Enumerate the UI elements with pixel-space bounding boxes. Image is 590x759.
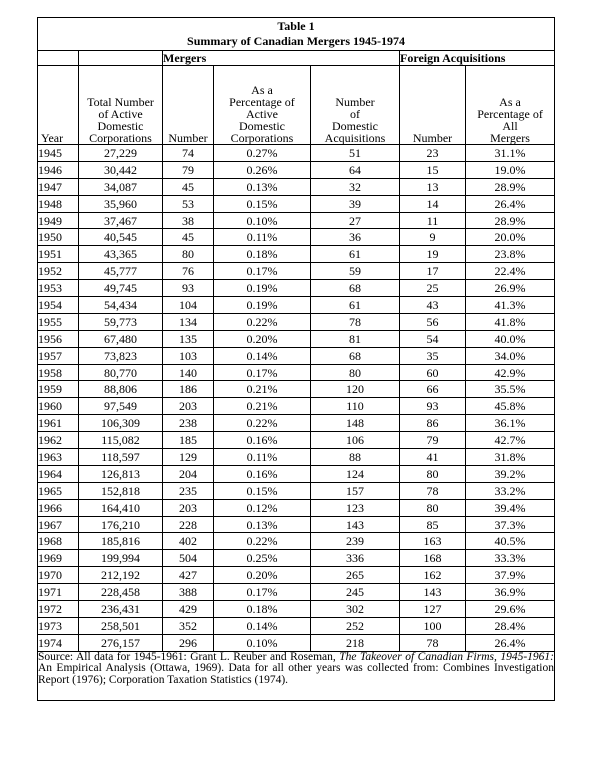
cell-foreign-number: 11 [400,212,466,229]
cell-year: 1951 [38,246,79,263]
cell-year: 1966 [38,499,79,516]
cell-merger-number: 203 [163,499,214,516]
cell-merger-number: 185 [163,432,214,449]
cell-foreign-number: 80 [400,465,466,482]
cell-foreign-number: 60 [400,364,466,381]
cell-foreign-number: 13 [400,178,466,195]
cell-total-active: 276,157 [79,634,163,651]
cell-total-active: 176,210 [79,516,163,533]
cell-pct-mergers: 34.0% [466,347,555,364]
cell-domestic-acq: 336 [311,550,400,567]
cell-total-active: 59,773 [79,313,163,330]
cell-pct-active: 0.19% [214,297,311,314]
cell-pct-mergers: 20.0% [466,229,555,246]
cell-pct-mergers: 26.4% [466,634,555,651]
cell-year: 1973 [38,617,79,634]
cell-pct-mergers: 36.9% [466,584,555,601]
cell-pct-mergers: 29.6% [466,601,555,618]
cell-year: 1974 [38,634,79,651]
cell-pct-active: 0.21% [214,381,311,398]
cell-year: 1955 [38,313,79,330]
cell-foreign-number: 15 [400,161,466,178]
table-row [38,161,555,178]
cell-domestic-acq: 110 [311,398,400,415]
cell-total-active: 115,082 [79,432,163,449]
cell-pct-active: 0.15% [214,482,311,499]
cell-pct-mergers: 36.1% [466,415,555,432]
cell-total-active: 30,442 [79,161,163,178]
cell-total-active: 118,597 [79,449,163,466]
cell-pct-active: 0.13% [214,178,311,195]
cell-total-active: 126,813 [79,465,163,482]
group-header-mergers: Mergers [163,51,400,66]
cell-year: 1970 [38,567,79,584]
cell-year: 1948 [38,195,79,212]
cell-year: 1952 [38,263,79,280]
group-spacer [38,51,79,66]
cell-total-active: 97,549 [79,398,163,415]
cell-total-active: 34,087 [79,178,163,195]
table-row [38,499,555,516]
table-row [38,634,555,651]
col-header-year: Year [38,66,79,145]
cell-year: 1954 [38,297,79,314]
cell-pct-active: 0.11% [214,229,311,246]
cell-domestic-acq: 218 [311,634,400,651]
cell-year: 1965 [38,482,79,499]
cell-foreign-number: 163 [400,533,466,550]
cell-domestic-acq: 51 [311,145,400,162]
cell-pct-active: 0.22% [214,533,311,550]
table-row [38,347,555,364]
cell-domestic-acq: 124 [311,465,400,482]
mergers-table [37,17,555,701]
cell-year: 1949 [38,212,79,229]
cell-foreign-number: 143 [400,584,466,601]
cell-domestic-acq: 120 [311,381,400,398]
cell-total-active: 258,501 [79,617,163,634]
cell-pct-active: 0.14% [214,347,311,364]
cell-total-active: 152,818 [79,482,163,499]
cell-pct-mergers: 39.2% [466,465,555,482]
cell-year: 1963 [38,449,79,466]
table-subtitle: Summary of Canadian Mergers 1945-1974 [187,34,405,48]
cell-domestic-acq: 27 [311,212,400,229]
cell-merger-number: 45 [163,178,214,195]
cell-total-active: 37,467 [79,212,163,229]
cell-merger-number: 504 [163,550,214,567]
cell-pct-mergers: 26.4% [466,195,555,212]
cell-pct-active: 0.16% [214,465,311,482]
cell-total-active: 228,458 [79,584,163,601]
cell-foreign-number: 17 [400,263,466,280]
cell-domestic-acq: 68 [311,347,400,364]
cell-total-active: 236,431 [79,601,163,618]
cell-year: 1959 [38,381,79,398]
cell-pct-active: 0.17% [214,364,311,381]
source-note: Source: All data for 1945-1961: Grant L. Reuber and Roseman, The Takeover of Canadian Firms, 1945-1961: An Empirical Analysis (Ottawa, 1969). Data for all other years was collected from: Combines Investigation Report (1976); Corporation Taxation Statistics (1974). [38,651,555,700]
cell-year: 1946 [38,161,79,178]
table-row [38,229,555,246]
cell-pct-active: 0.10% [214,634,311,651]
table-row [38,567,555,584]
cell-pct-active: 0.22% [214,313,311,330]
cell-pct-mergers: 33.2% [466,482,555,499]
cell-domestic-acq: 78 [311,313,400,330]
cell-total-active: 67,480 [79,330,163,347]
table-row [38,364,555,381]
cell-merger-number: 235 [163,482,214,499]
cell-foreign-number: 41 [400,449,466,466]
cell-total-active: 164,410 [79,499,163,516]
cell-total-active: 54,434 [79,297,163,314]
table-row [38,465,555,482]
table-row [38,550,555,567]
cell-merger-number: 104 [163,297,214,314]
cell-total-active: 45,777 [79,263,163,280]
cell-foreign-number: 14 [400,195,466,212]
cell-merger-number: 388 [163,584,214,601]
table-row [38,246,555,263]
cell-foreign-number: 56 [400,313,466,330]
table-row [38,381,555,398]
cell-total-active: 40,545 [79,229,163,246]
cell-total-active: 73,823 [79,347,163,364]
cell-pct-active: 0.17% [214,584,311,601]
cell-pct-mergers: 39.4% [466,499,555,516]
cell-pct-active: 0.10% [214,212,311,229]
cell-merger-number: 74 [163,145,214,162]
cell-pct-mergers: 31.1% [466,145,555,162]
table-row [38,516,555,533]
cell-year: 1958 [38,364,79,381]
cell-pct-active: 0.18% [214,246,311,263]
cell-domestic-acq: 157 [311,482,400,499]
cell-merger-number: 228 [163,516,214,533]
table-row [38,195,555,212]
cell-pct-active: 0.25% [214,550,311,567]
cell-total-active: 106,309 [79,415,163,432]
cell-total-active: 212,192 [79,567,163,584]
cell-year: 1967 [38,516,79,533]
col-header-domestic-acq: Number of Domestic Acquisitions [311,66,400,145]
cell-merger-number: 238 [163,415,214,432]
cell-merger-number: 204 [163,465,214,482]
cell-pct-active: 0.15% [214,195,311,212]
cell-pct-active: 0.21% [214,398,311,415]
table-row [38,263,555,280]
cell-merger-number: 135 [163,330,214,347]
table-row [38,145,555,162]
cell-year: 1956 [38,330,79,347]
table-row [38,313,555,330]
cell-merger-number: 402 [163,533,214,550]
cell-merger-number: 140 [163,364,214,381]
cell-pct-active: 0.11% [214,449,311,466]
cell-foreign-number: 85 [400,516,466,533]
cell-merger-number: 103 [163,347,214,364]
table-body [38,145,555,652]
cell-pct-active: 0.22% [214,415,311,432]
cell-total-active: 80,770 [79,364,163,381]
cell-domestic-acq: 239 [311,533,400,550]
cell-foreign-number: 54 [400,330,466,347]
cell-pct-active: 0.26% [214,161,311,178]
table-row [38,533,555,550]
cell-pct-active: 0.20% [214,330,311,347]
cell-year: 1972 [38,601,79,618]
cell-pct-mergers: 40.0% [466,330,555,347]
table-row [38,449,555,466]
cell-year: 1960 [38,398,79,415]
cell-year: 1950 [38,229,79,246]
cell-pct-mergers: 45.8% [466,398,555,415]
source-book-title: The Takeover of Canadian Firms, 1945-1961: [339,650,555,663]
cell-merger-number: 76 [163,263,214,280]
cell-pct-active: 0.16% [214,432,311,449]
cell-domestic-acq: 61 [311,297,400,314]
cell-merger-number: 80 [163,246,214,263]
cell-foreign-number: 127 [400,601,466,618]
cell-domestic-acq: 61 [311,246,400,263]
cell-merger-number: 203 [163,398,214,415]
cell-year: 1961 [38,415,79,432]
cell-pct-active: 0.13% [214,516,311,533]
cell-pct-mergers: 31.8% [466,449,555,466]
col-header-foreign-number: Number [400,66,466,145]
cell-foreign-number: 19 [400,246,466,263]
cell-total-active: 199,994 [79,550,163,567]
cell-foreign-number: 80 [400,499,466,516]
cell-foreign-number: 78 [400,482,466,499]
table-row [38,398,555,415]
cell-merger-number: 429 [163,601,214,618]
table-title: Table 1 [277,19,315,33]
col-header-pct-mergers: As a Percentage of All Mergers [466,66,555,145]
cell-merger-number: 93 [163,280,214,297]
table-row [38,584,555,601]
table-row [38,482,555,499]
cell-pct-mergers: 42.9% [466,364,555,381]
cell-total-active: 35,960 [79,195,163,212]
cell-domestic-acq: 68 [311,280,400,297]
cell-merger-number: 427 [163,567,214,584]
cell-year: 1969 [38,550,79,567]
table-row [38,617,555,634]
cell-foreign-number: 35 [400,347,466,364]
cell-domestic-acq: 123 [311,499,400,516]
table-row [38,280,555,297]
cell-domestic-acq: 39 [311,195,400,212]
cell-domestic-acq: 252 [311,617,400,634]
table-title-cell [38,18,555,51]
cell-merger-number: 79 [163,161,214,178]
cell-pct-active: 0.27% [214,145,311,162]
cell-pct-mergers: 42.7% [466,432,555,449]
cell-foreign-number: 9 [400,229,466,246]
cell-pct-mergers: 37.9% [466,567,555,584]
cell-pct-active: 0.17% [214,263,311,280]
col-header-pct-active: As a Percentage of Active Domestic Corporations [214,66,311,145]
cell-foreign-number: 23 [400,145,466,162]
cell-total-active: 185,816 [79,533,163,550]
cell-domestic-acq: 143 [311,516,400,533]
cell-pct-mergers: 19.0% [466,161,555,178]
table-row [38,212,555,229]
cell-year: 1964 [38,465,79,482]
table-row [38,415,555,432]
cell-foreign-number: 162 [400,567,466,584]
cell-merger-number: 296 [163,634,214,651]
cell-domestic-acq: 81 [311,330,400,347]
cell-merger-number: 186 [163,381,214,398]
cell-domestic-acq: 265 [311,567,400,584]
cell-total-active: 49,745 [79,280,163,297]
cell-year: 1971 [38,584,79,601]
cell-year: 1957 [38,347,79,364]
cell-pct-mergers: 41.8% [466,313,555,330]
group-header-foreign: Foreign Acquisitions [400,51,555,66]
cell-pct-mergers: 33.3% [466,550,555,567]
cell-pct-mergers: 37.3% [466,516,555,533]
cell-merger-number: 352 [163,617,214,634]
cell-year: 1945 [38,145,79,162]
cell-foreign-number: 93 [400,398,466,415]
cell-foreign-number: 25 [400,280,466,297]
cell-pct-mergers: 28.4% [466,617,555,634]
cell-domestic-acq: 88 [311,449,400,466]
cell-merger-number: 53 [163,195,214,212]
cell-year: 1953 [38,280,79,297]
cell-foreign-number: 100 [400,617,466,634]
cell-pct-mergers: 35.5% [466,381,555,398]
cell-foreign-number: 66 [400,381,466,398]
cell-pct-active: 0.20% [214,567,311,584]
cell-pct-mergers: 23.8% [466,246,555,263]
cell-foreign-number: 86 [400,415,466,432]
cell-pct-mergers: 28.9% [466,178,555,195]
cell-pct-mergers: 41.3% [466,297,555,314]
cell-merger-number: 129 [163,449,214,466]
col-header-total-active: Total Number of Active Domestic Corporations [79,66,163,145]
cell-pct-mergers: 22.4% [466,263,555,280]
table-row [38,178,555,195]
table-row [38,432,555,449]
cell-pct-mergers: 26.9% [466,280,555,297]
cell-foreign-number: 78 [400,634,466,651]
cell-foreign-number: 168 [400,550,466,567]
cell-foreign-number: 43 [400,297,466,314]
cell-pct-mergers: 40.5% [466,533,555,550]
cell-foreign-number: 79 [400,432,466,449]
cell-pct-active: 0.19% [214,280,311,297]
cell-domestic-acq: 106 [311,432,400,449]
cell-domestic-acq: 36 [311,229,400,246]
table-row [38,601,555,618]
cell-domestic-acq: 302 [311,601,400,618]
cell-domestic-acq: 245 [311,584,400,601]
table-row [38,297,555,314]
cell-domestic-acq: 148 [311,415,400,432]
cell-domestic-acq: 59 [311,263,400,280]
group-spacer [79,51,163,66]
cell-domestic-acq: 64 [311,161,400,178]
cell-year: 1968 [38,533,79,550]
cell-merger-number: 134 [163,313,214,330]
cell-merger-number: 38 [163,212,214,229]
cell-domestic-acq: 80 [311,364,400,381]
cell-year: 1947 [38,178,79,195]
cell-pct-active: 0.14% [214,617,311,634]
cell-total-active: 43,365 [79,246,163,263]
cell-domestic-acq: 32 [311,178,400,195]
cell-total-active: 27,229 [79,145,163,162]
cell-pct-mergers: 28.9% [466,212,555,229]
cell-merger-number: 45 [163,229,214,246]
col-header-number: Number [163,66,214,145]
cell-year: 1962 [38,432,79,449]
cell-pct-active: 0.18% [214,601,311,618]
cell-total-active: 88,806 [79,381,163,398]
cell-pct-active: 0.12% [214,499,311,516]
table-row [38,330,555,347]
